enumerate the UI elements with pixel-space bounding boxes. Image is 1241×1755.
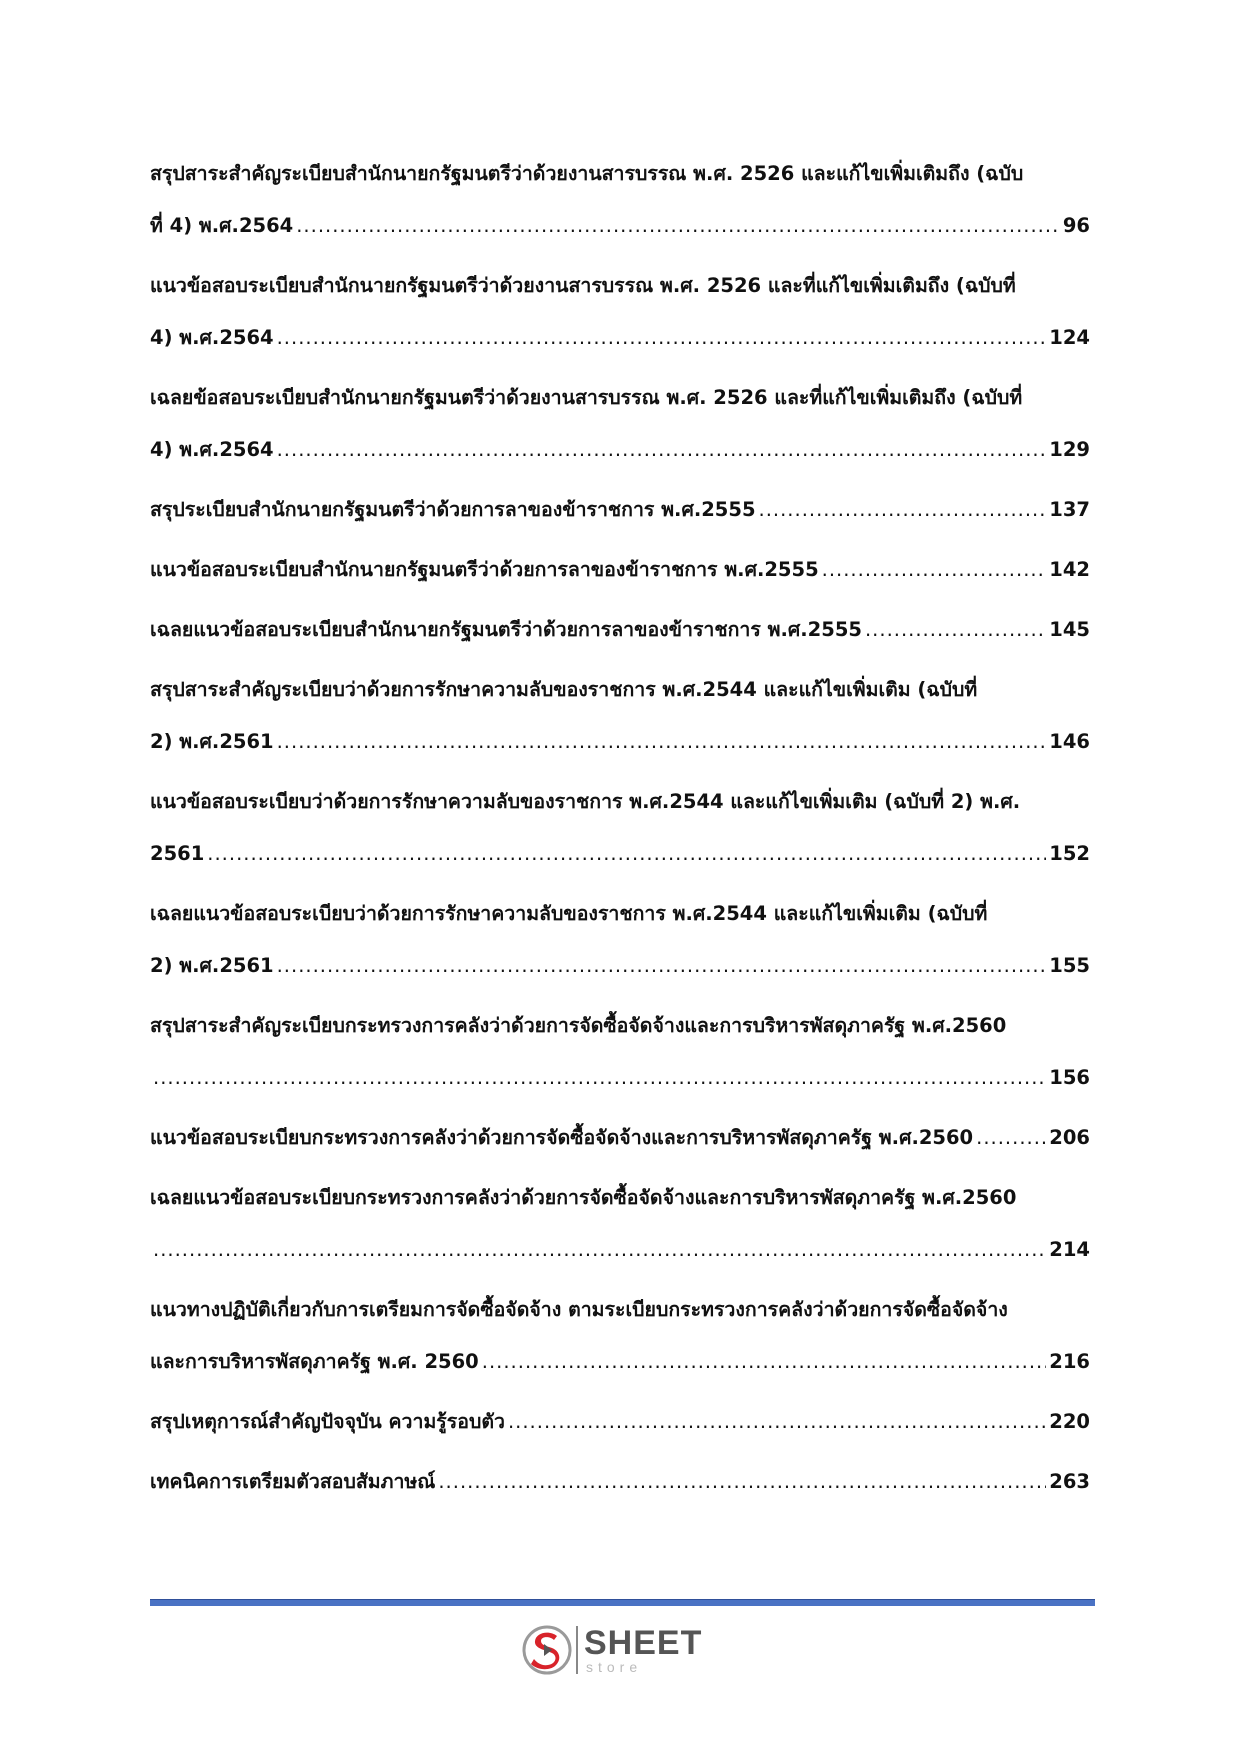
toc-entry[interactable] — [150, 260, 1090, 364]
toc-page-number: 206 — [1049, 1126, 1090, 1149]
toc-entry-leader-line — [150, 1456, 1090, 1508]
dot-leader — [277, 424, 1047, 476]
toc-entry-leader-line — [150, 1112, 1090, 1164]
dot-leader — [153, 1052, 1046, 1104]
dot-leader — [277, 940, 1047, 992]
toc-page-number: 152 — [1049, 842, 1090, 865]
toc-entry-title: สรุปสาระสำคัญระเบียบว่าด้วยการรักษาความลับของราชการ พ.ศ.2544 และแก้ไขเพิ่มเติม (ฉบับที่ — [150, 678, 978, 701]
dot-leader — [822, 544, 1047, 596]
toc-entry-title-line — [150, 260, 1090, 312]
toc-entry[interactable] — [150, 1396, 1090, 1448]
toc-entry-title: เฉลยแนวข้อสอบระเบียบกระทรวงการคลังว่าด้วยการจัดซื้อจัดจ้างและการบริหารพัสดุภาครัฐ พ.ศ.2560 — [150, 1186, 1017, 1209]
toc-entry-leader-line — [150, 1224, 1090, 1276]
toc-entry-title-line — [150, 1000, 1090, 1052]
toc-entry[interactable] — [150, 484, 1090, 536]
toc-entry-title: เฉลยแนวข้อสอบระเบียบว่าด้วยการรักษาความลับของราชการ พ.ศ.2544 และแก้ไขเพิ่มเติม (ฉบับที่ — [150, 902, 988, 925]
toc-entry-title: แนวทางปฏิบัติเกี่ยวกับการเตรียมการจัดซื้อจัดจ้าง ตามระเบียบกระทรวงการคลังว่าด้วยการจัดซื้อจัดจ้าง — [150, 1298, 1008, 1321]
toc-page-number: 129 — [1049, 438, 1090, 461]
toc-entry-title-cont: 2) พ.ศ.2561 — [150, 954, 274, 977]
toc-entry-leader-line — [150, 604, 1090, 656]
logo-subtitle: store — [586, 1659, 643, 1675]
dot-leader — [296, 200, 1060, 252]
toc-entry-leader-line — [150, 424, 1090, 476]
toc-entry-title: เฉลยข้อสอบระเบียบสำนักนายกรัฐมนตรีว่าด้วยงานสารบรรณ พ.ศ. 2526 และที่แก้ไขเพิ่มเติมถึง (ฉบับที่ — [150, 386, 1023, 409]
toc-entry-title: แนวข้อสอบระเบียบกระทรวงการคลังว่าด้วยการจัดซื้อจัดจ้างและการบริหารพัสดุภาครัฐ พ.ศ.2560 — [150, 1126, 974, 1149]
toc-entry-title-line — [150, 888, 1090, 940]
toc-entry-title-line — [150, 1284, 1090, 1336]
toc-entry[interactable] — [150, 604, 1090, 656]
table-of-contents — [150, 148, 1090, 1508]
logo-title: SHEET — [584, 1624, 703, 1662]
toc-entry-title-line — [150, 776, 1090, 828]
logo-wordmark — [584, 1626, 702, 1674]
toc-entry-title: สรุประเบียบสำนักนายกรัฐมนตรีว่าด้วยการลาของข้าราชการ พ.ศ.2555 — [150, 498, 756, 521]
toc-entry[interactable] — [150, 1172, 1090, 1276]
toc-entry-title-line — [150, 372, 1090, 424]
toc-page-number: 216 — [1049, 1350, 1090, 1373]
toc-entry[interactable] — [150, 544, 1090, 596]
toc-entry-title: สรุปเหตุการณ์สำคัญปัจจุบัน ความรู้รอบตัว — [150, 1410, 505, 1433]
toc-entry-leader-line — [150, 716, 1090, 768]
toc-entry-title-cont: ที่ 4) พ.ศ.2564 — [150, 214, 294, 237]
toc-entry-leader-line — [150, 484, 1090, 536]
toc-entry[interactable] — [150, 1000, 1090, 1104]
logo-divider — [576, 1626, 578, 1674]
toc-page-number: 145 — [1049, 618, 1090, 641]
toc-entry-title: เทคนิคการเตรียมตัวสอบสัมภาษณ์ — [150, 1470, 436, 1493]
toc-entry-leader-line — [150, 828, 1090, 880]
toc-entry-title-cont: 2) พ.ศ.2561 — [150, 730, 274, 753]
toc-entry[interactable] — [150, 776, 1090, 880]
toc-entry-title: แนวข้อสอบระเบียบว่าด้วยการรักษาความลับของราชการ พ.ศ.2544 และแก้ไขเพิ่มเติม (ฉบับที่ 2) พ.ศ. — [150, 790, 1021, 813]
toc-entry[interactable] — [150, 148, 1090, 252]
dot-leader — [153, 1224, 1046, 1276]
toc-entry[interactable] — [150, 1112, 1090, 1164]
toc-page-number: 156 — [1049, 1066, 1090, 1089]
toc-entry-leader-line — [150, 200, 1090, 252]
toc-entry-title-line — [150, 664, 1090, 716]
toc-entry-title: แนวข้อสอบระเบียบสำนักนายกรัฐมนตรีว่าด้วยการลาของข้าราชการ พ.ศ.2555 — [150, 558, 819, 581]
footer-divider-bar — [150, 1599, 1095, 1606]
dot-leader — [759, 484, 1047, 536]
toc-entry-title-cont: 4) พ.ศ.2564 — [150, 326, 274, 349]
toc-page-number: 263 — [1049, 1470, 1090, 1493]
toc-entry-title: สรุปสาระสำคัญระเบียบสำนักนายกรัฐมนตรีว่าด้วยงานสารบรรณ พ.ศ. 2526 และแก้ไขเพิ่มเติมถึง (ฉบับ — [150, 162, 1024, 185]
toc-entry-leader-line — [150, 312, 1090, 364]
dot-leader — [438, 1456, 1046, 1508]
sheet-store-logo — [522, 1622, 702, 1678]
toc-page-number: 220 — [1049, 1410, 1090, 1433]
toc-entry-leader-line — [150, 1396, 1090, 1448]
toc-entry-leader-line — [150, 544, 1090, 596]
dot-leader — [976, 1112, 1046, 1164]
toc-entry-leader-line — [150, 1052, 1090, 1104]
dot-leader — [482, 1336, 1047, 1388]
toc-entry-title-line — [150, 1172, 1090, 1224]
toc-entry-title: แนวข้อสอบระเบียบสำนักนายกรัฐมนตรีว่าด้วยงานสารบรรณ พ.ศ. 2526 และที่แก้ไขเพิ่มเติมถึง (ฉบับที่ — [150, 274, 1016, 297]
toc-entry-title-cont: 4) พ.ศ.2564 — [150, 438, 274, 461]
toc-entry[interactable] — [150, 888, 1090, 992]
toc-page-number: 96 — [1062, 214, 1090, 237]
toc-entry[interactable] — [150, 372, 1090, 476]
dot-leader — [508, 1396, 1046, 1448]
toc-entry-leader-line — [150, 1336, 1090, 1388]
toc-page-number: 214 — [1049, 1238, 1090, 1261]
toc-page-number: 142 — [1049, 558, 1090, 581]
toc-page-number: 155 — [1049, 954, 1090, 977]
toc-entry[interactable] — [150, 1456, 1090, 1508]
toc-page-number: 124 — [1049, 326, 1090, 349]
dot-leader — [277, 312, 1047, 364]
dot-leader — [277, 716, 1047, 768]
toc-page-number: 137 — [1049, 498, 1090, 521]
toc-entry-leader-line — [150, 940, 1090, 992]
toc-entry-title: สรุปสาระสำคัญระเบียบกระทรวงการคลังว่าด้วยการจัดซื้อจัดจ้างและการบริหารพัสดุภาครัฐ พ.ศ.2560 — [150, 1014, 1007, 1037]
sheet-store-s-logo-icon — [522, 1624, 572, 1676]
dot-leader — [207, 828, 1046, 880]
toc-entry-title-cont: และการบริหารพัสดุภาครัฐ พ.ศ. 2560 — [150, 1350, 479, 1373]
toc-entry[interactable] — [150, 664, 1090, 768]
toc-entry-title-cont: 2561 — [150, 842, 205, 865]
toc-page-number: 146 — [1049, 730, 1090, 753]
toc-entry[interactable] — [150, 1284, 1090, 1388]
dot-leader — [865, 604, 1046, 656]
toc-entry-title-line — [150, 148, 1090, 200]
toc-entry-title: เฉลยแนวข้อสอบระเบียบสำนักนายกรัฐมนตรีว่าด้วยการลาของข้าราชการ พ.ศ.2555 — [150, 618, 862, 641]
